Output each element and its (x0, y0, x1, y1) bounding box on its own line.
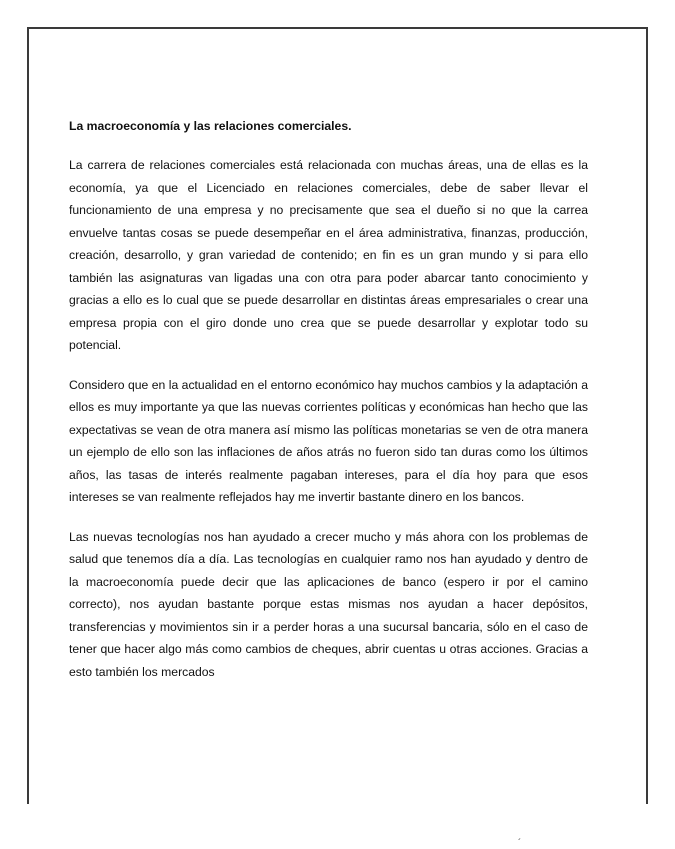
document-body (69, 115, 588, 679)
paragraph-2: Considero que en la actualidad en el entorno económico hay muchos cambios y la adaptación a ellos es muy importante ya que las nuevas corrientes políticas y económicas han hecho que las expectativas se vean de otra manera así mismo las políticas monetarias se ven de otra manera un ejemplo de ello son las inflaciones de años atrás no fueron sido tan duras como los últimos años, las tasas de interés realmente pagaban intereses, para el día hoy para que esos intereses se van realmente reflejados hay me invertir bastante dinero en los bancos. (69, 377, 588, 504)
paragraph-3: Las nuevas tecnologías nos han ayudado a crecer mucho y más ahora con los problemas de salud que tenemos día a día. Las tecnologías en cualquier ramo nos han ayudado y dentro de la macroeconomía puede decir que las aplicaciones de banco (espero ir por el camino correcto), nos ayudan bastante porque estas mismas nos ayudan a hacer depósitos, transferencias y movimientos sin ir a perder horas a una sucursal bancaria, sólo en el caso de tener que hacer algo más como cambios de cheques, abrir cuentas u otras acciones. Gracias a esto también los mercados (69, 529, 588, 679)
footer-mark: ´ (518, 838, 522, 849)
paragraph-1: La carrera de relaciones comerciales está relacionada con muchas áreas, una de ellas es la economía, ya que el Licenciado en relaciones comerciales, debe de saber llevar el funcionamiento de una empresa y no precisamente que sea el dueño si no que la carrea envuelve tantas cosas se puede desempeñar en el área administrativa, finanzas, producción, creación, desarrollo, y gran variedad de contenido; en fin es un gran mundo y si para ello también las asignaturas van ligadas una con otra para poder abarcar tanto conocimiento y gracias a ello es lo cual que se puede desarrollar en distintas áreas empresariales o crear una empresa propia con el giro donde uno crea que se puede desarrollar y explotar todo su potencial. (69, 158, 588, 352)
document-title: La macroeconomía y las relaciones comerciales. (69, 119, 352, 133)
